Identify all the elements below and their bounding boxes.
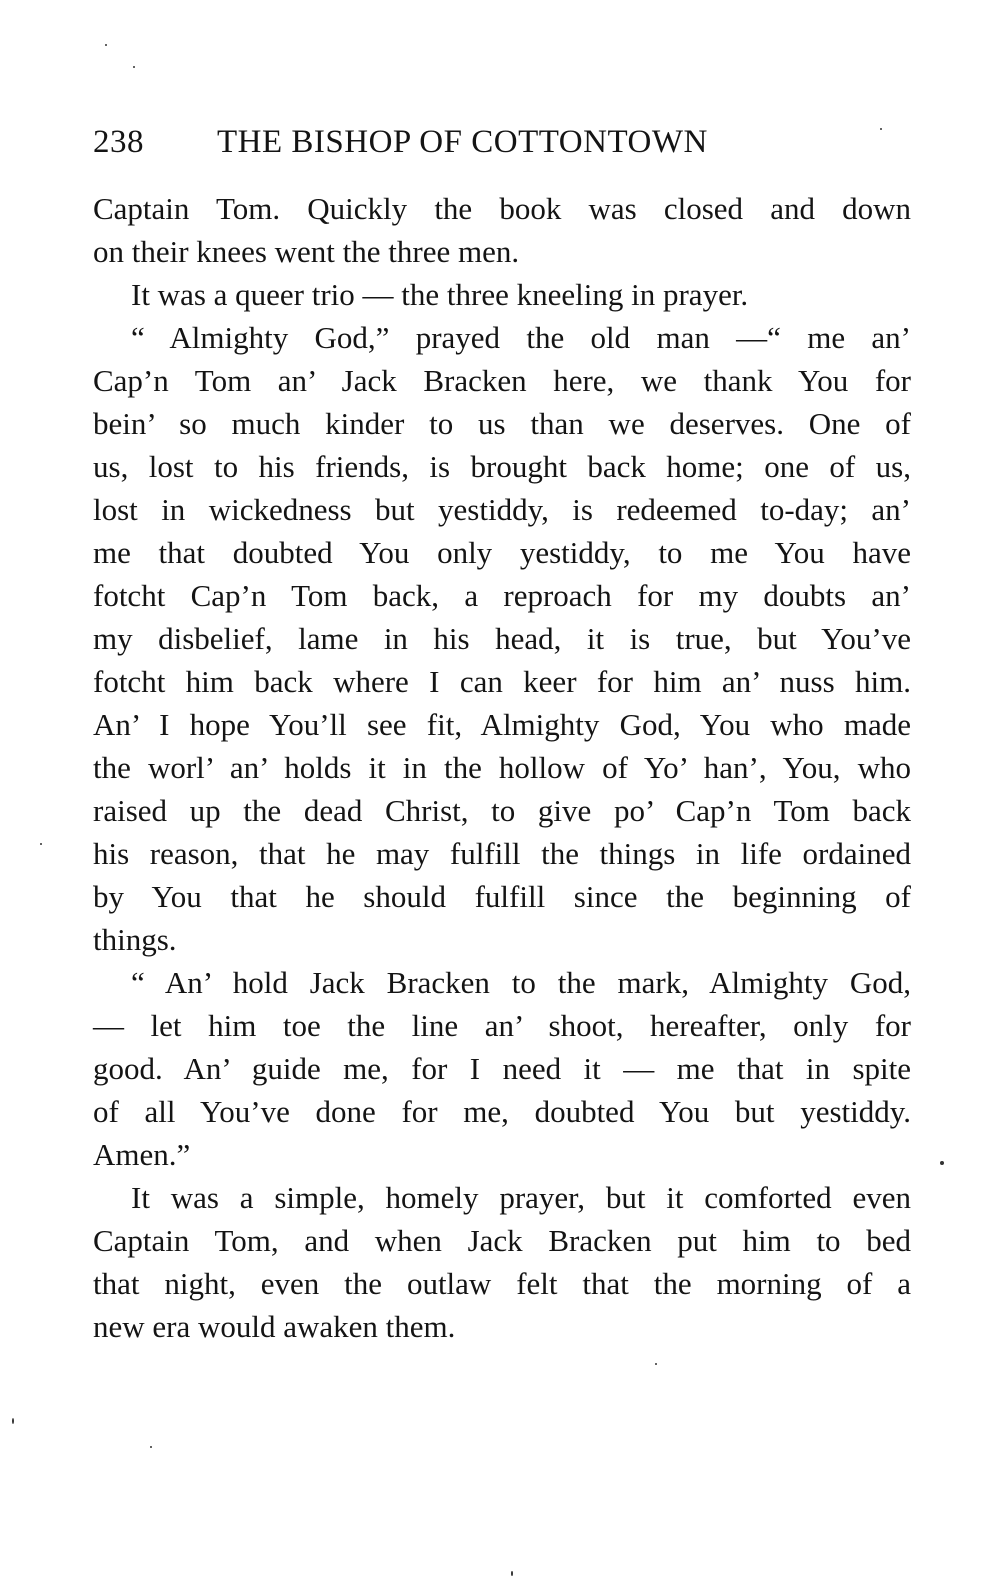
scan-speck — [150, 1446, 152, 1448]
scan-speck — [40, 843, 42, 845]
text-line: good. An’ guide me, for I need it — me that in spite — [93, 1051, 911, 1086]
text-line: my disbelief, lame in his head, it is true, but You’ve — [93, 621, 911, 656]
text-line: lost in wickedness but yestiddy, is redeemed to-day; an’ — [93, 492, 911, 527]
scan-speck — [511, 1571, 513, 1576]
text-line: It was a queer trio — the three kneeling in prayer. — [131, 277, 749, 312]
text-line: bein’ so much kinder to us than we deserves. One of — [93, 406, 911, 441]
text-line: his reason, that he may fulfill the things in life ordained — [93, 836, 911, 871]
page-number: 238 — [93, 124, 144, 160]
text-line: “ An’ hold Jack Bracken to the mark, Almighty God, — [131, 965, 911, 1000]
text-line: “ Almighty God,” prayed the old man —“ me an’ — [131, 320, 911, 355]
text-line: the worl’ an’ holds it in the hollow of Yo’ han’, You, who — [93, 750, 911, 785]
text-line: raised up the dead Christ, to give po’ Cap’n Tom back — [93, 793, 911, 828]
page-header — [93, 124, 893, 170]
text-line: Amen.” — [93, 1137, 191, 1172]
running-title: THE BISHOP OF COTTONTOWN — [217, 124, 708, 160]
text-line: by You that he should fulfill since the beginning of — [93, 879, 911, 914]
text-line: that night, even the outlaw felt that the morning of a — [93, 1266, 911, 1301]
text-line: us, lost to his friends, is brought back home; one of us, — [93, 449, 911, 484]
text-line: on their knees went the three men. — [93, 234, 520, 269]
text-line: fotcht him back where I can keer for him an’ nuss him. — [93, 664, 911, 699]
scan-speck — [655, 1363, 657, 1365]
scan-speck — [133, 66, 135, 68]
text-line: Captain Tom. Quickly the book was closed and down — [93, 191, 911, 226]
text-line: fotcht Cap’n Tom back, a reproach for my doubts an’ — [93, 578, 911, 613]
text-line: It was a simple, homely prayer, but it comforted even — [131, 1180, 911, 1215]
text-line: Captain Tom, and when Jack Bracken put him to bed — [93, 1223, 911, 1258]
text-line: of all You’ve done for me, doubted You but yestiddy. — [93, 1094, 911, 1129]
text-line: Cap’n Tom an’ Jack Bracken here, we thank You for — [93, 363, 911, 398]
text-line: — let him toe the line an’ shoot, hereafter, only for — [93, 1008, 911, 1043]
text-line: me that doubted You only yestiddy, to me You have — [93, 535, 911, 570]
scan-speck — [940, 1161, 944, 1165]
body-text — [93, 187, 911, 1348]
scan-speck — [880, 128, 882, 130]
text-line: things. — [93, 922, 177, 957]
scan-speck — [12, 1418, 14, 1424]
scan-speck — [105, 44, 107, 46]
text-line: An’ I hope You’ll see fit, Almighty God, You who made — [93, 707, 911, 742]
text-line: new era would awaken them. — [93, 1309, 456, 1344]
